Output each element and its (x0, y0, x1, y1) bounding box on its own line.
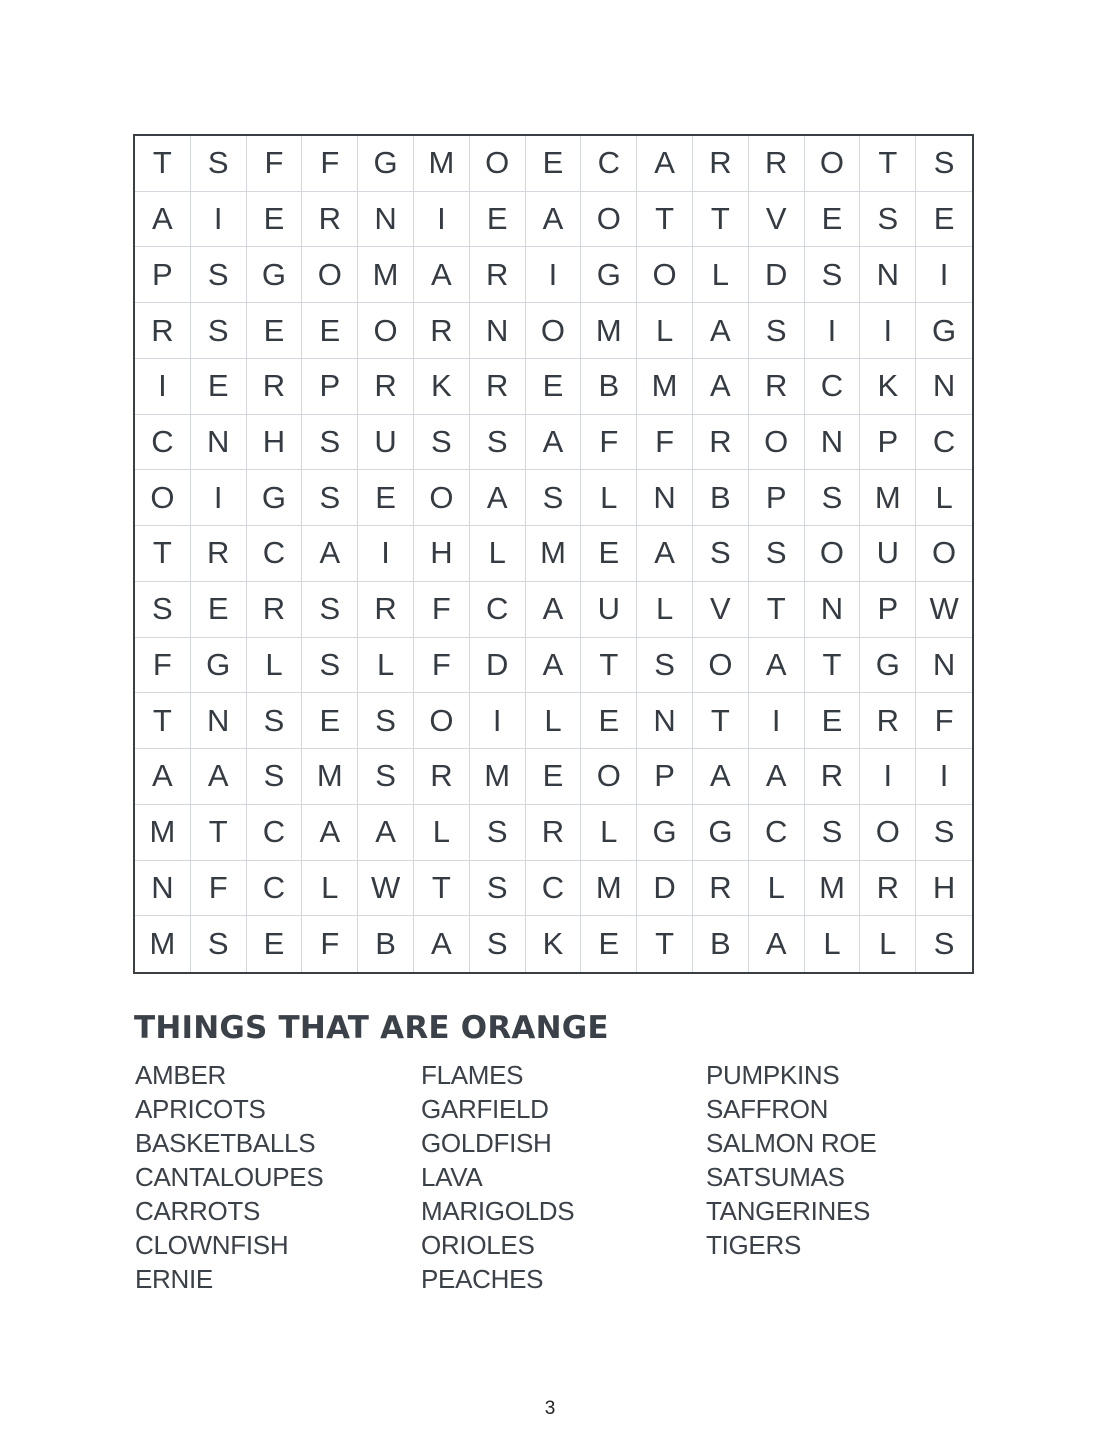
grid-cell: R (693, 415, 749, 471)
grid-cell: I (805, 303, 861, 359)
grid-cell: B (693, 916, 749, 972)
grid-cell: S (693, 526, 749, 582)
grid-cell: P (637, 749, 693, 805)
grid-cell: I (749, 693, 805, 749)
grid-cell: T (860, 136, 916, 192)
grid-cell: O (581, 749, 637, 805)
grid-cell: N (805, 415, 861, 471)
grid-cell: C (526, 861, 582, 917)
grid-cell: T (581, 638, 637, 694)
grid-cell: L (693, 247, 749, 303)
grid-cell: R (414, 303, 470, 359)
word-list-item: ORIOLES (421, 1230, 535, 1260)
grid-cell: S (805, 805, 861, 861)
word-list-item: MARIGOLDS (421, 1196, 575, 1226)
grid-cell: R (358, 359, 414, 415)
grid-cell: S (805, 470, 861, 526)
grid-cell: L (860, 916, 916, 972)
grid-cell: N (191, 693, 247, 749)
grid-cell: C (805, 359, 861, 415)
grid-cell: A (526, 638, 582, 694)
grid-cell: W (916, 582, 972, 638)
grid-cell: A (693, 303, 749, 359)
grid-cell: A (637, 136, 693, 192)
grid-cell: K (414, 359, 470, 415)
grid-cell: P (135, 247, 191, 303)
grid-cell: N (860, 247, 916, 303)
grid-cell: S (749, 526, 805, 582)
grid-cell: G (247, 470, 303, 526)
word-list-item: FLAMES (421, 1060, 524, 1090)
word-list-item: SALMON ROE (706, 1128, 877, 1158)
grid-cell: U (581, 582, 637, 638)
grid-cell: E (805, 192, 861, 248)
grid-cell: R (191, 526, 247, 582)
grid-cell: S (247, 693, 303, 749)
grid-cell: I (358, 526, 414, 582)
grid-cell: S (860, 192, 916, 248)
grid-cell: S (933, 926, 955, 962)
word-list-item: CLOWNFISH (135, 1230, 289, 1260)
grid-cell: C (247, 526, 303, 582)
grid-cell: L (414, 805, 470, 861)
grid-cell: L (581, 805, 637, 861)
grid-cell: L (302, 861, 358, 917)
grid-cell: B (581, 359, 637, 415)
grid-cell: A (302, 805, 358, 861)
grid-cell: O (805, 136, 861, 192)
grid-cell: H (414, 526, 470, 582)
grid-cell: A (191, 749, 247, 805)
grid-cell: O (526, 303, 582, 359)
grid-cell: L (749, 861, 805, 917)
grid-cell: F (191, 861, 247, 917)
grid-cell: E (526, 136, 582, 192)
grid-cell: O (693, 638, 749, 694)
word-list-item: TIGERS (706, 1230, 801, 1260)
grid-cell: D (749, 247, 805, 303)
grid-cell: T (805, 638, 861, 694)
grid-cell: P (860, 582, 916, 638)
grid-cell: O (860, 805, 916, 861)
grid-cell: G (860, 638, 916, 694)
grid-cell: P (749, 470, 805, 526)
grid-cell: N (916, 638, 972, 694)
grid-cell: O (916, 526, 972, 582)
grid-cell: R (693, 136, 749, 192)
grid-cell: O (414, 470, 470, 526)
word-list-item: ERNIE (135, 1264, 213, 1294)
grid-cell: S (916, 805, 972, 861)
grid-cell: F (247, 136, 303, 192)
grid-cell: H (916, 861, 972, 917)
grid-cell: S (805, 247, 861, 303)
grid-cell: I (916, 749, 972, 805)
word-list-column-3 (706, 1058, 1006, 1262)
grid-cell: R (805, 749, 861, 805)
grid-cell: S (302, 638, 358, 694)
grid-cell: N (135, 861, 191, 917)
grid-cell: G (191, 638, 247, 694)
grid-cell: C (749, 805, 805, 861)
grid-cell: B (693, 470, 749, 526)
grid-cell: D (470, 638, 526, 694)
grid-cell: S (749, 303, 805, 359)
grid-cell: A (414, 916, 470, 972)
grid-cell: S (302, 582, 358, 638)
grid-cell: O (470, 136, 526, 192)
grid-cell: A (358, 805, 414, 861)
grid-cell: K (526, 916, 582, 972)
grid-cell: T (693, 693, 749, 749)
grid-cell: A (470, 470, 526, 526)
grid-cell: F (916, 693, 972, 749)
grid-cell: P (860, 415, 916, 471)
grid-cell: L (637, 582, 693, 638)
grid-cell: S (302, 415, 358, 471)
grid-cell: S (470, 916, 526, 972)
word-list-item: PUMPKINS (706, 1060, 840, 1090)
word-list-item: LAVA (421, 1162, 483, 1192)
grid-cell: T (637, 916, 693, 972)
grid-cell: M (526, 526, 582, 582)
grid-cell: E (526, 749, 582, 805)
grid-cell: M (637, 359, 693, 415)
grid-cell: S (302, 470, 358, 526)
grid-cell: V (693, 582, 749, 638)
grid-cell: S (470, 415, 526, 471)
grid-cell: F (135, 638, 191, 694)
grid-cell: A (693, 749, 749, 805)
grid-cell: A (693, 359, 749, 415)
grid-cell: M (414, 136, 470, 192)
word-list-item: CANTALOUPES (135, 1162, 324, 1192)
grid-cell: F (414, 582, 470, 638)
grid-cell: K (860, 359, 916, 415)
grid-cell: I (526, 247, 582, 303)
grid-cell: C (247, 805, 303, 861)
grid-cell: O (581, 192, 637, 248)
grid-cell: E (470, 192, 526, 248)
grid-cell: I (860, 749, 916, 805)
grid-cell: F (302, 916, 358, 972)
grid-cell: R (247, 359, 303, 415)
grid-cell: M (358, 247, 414, 303)
grid-cell: T (693, 192, 749, 248)
grid-cell: G (693, 805, 749, 861)
grid-cell: F (414, 638, 470, 694)
page-number: 3 (544, 1398, 556, 1419)
grid-cell: T (637, 192, 693, 248)
grid-cell: R (470, 247, 526, 303)
grid-cell: S (247, 749, 303, 805)
word-list-item: BASKETBALLS (135, 1128, 316, 1158)
grid-cell: S (135, 582, 191, 638)
grid-cell: R (526, 805, 582, 861)
grid-cell: E (191, 582, 247, 638)
grid-cell: E (191, 359, 247, 415)
grid-cell: M (581, 303, 637, 359)
word-list-item: AMBER (135, 1060, 226, 1090)
grid-cell: N (637, 470, 693, 526)
grid-cell: I (191, 470, 247, 526)
grid-cell: L (916, 470, 972, 526)
grid-cell: O (302, 247, 358, 303)
grid-cell: S (470, 861, 526, 917)
grid-cell: E (247, 192, 303, 248)
grid-cell: C (247, 861, 303, 917)
grid-cell: F (637, 415, 693, 471)
grid-cell: M (302, 749, 358, 805)
grid-cell: A (749, 916, 805, 972)
word-list-column-2 (421, 1058, 721, 1296)
grid-cell: L (581, 470, 637, 526)
word-list-item: SAFFRON (706, 1094, 829, 1124)
grid-cell: L (470, 526, 526, 582)
grid-cell: E (916, 192, 972, 248)
grid-cell: C (135, 415, 191, 471)
grid-cell: I (860, 303, 916, 359)
grid-cell: G (916, 303, 972, 359)
grid-cell: M (860, 470, 916, 526)
grid-cell: T (749, 582, 805, 638)
grid-cell: L (526, 693, 582, 749)
grid-cell: A (414, 247, 470, 303)
word-list-item: PEACHES (421, 1264, 544, 1294)
grid-cell: G (581, 247, 637, 303)
grid-cell: R (135, 303, 191, 359)
grid-cell: E (247, 916, 303, 972)
grid-cell: S (191, 136, 247, 192)
grid-cell: O (749, 415, 805, 471)
grid-cell: S (526, 470, 582, 526)
grid-cell: A (637, 526, 693, 582)
grid-cell: N (191, 415, 247, 471)
grid-cell: C (470, 582, 526, 638)
grid-cell: O (358, 303, 414, 359)
word-list-item: TANGERINES (706, 1196, 871, 1226)
grid-cell: A (135, 192, 191, 248)
grid-cell: I (414, 192, 470, 248)
grid-cell: S (637, 638, 693, 694)
grid-cell: M (135, 805, 191, 861)
grid-cell: E (358, 470, 414, 526)
word-list-title: THINGS THAT ARE ORANGE (134, 1010, 609, 1046)
grid-cell: R (749, 136, 805, 192)
grid-cell: A (749, 749, 805, 805)
grid-cell: E (581, 693, 637, 749)
grid-cell: G (637, 805, 693, 861)
grid-cell: L (358, 638, 414, 694)
grid-cell: E (581, 526, 637, 582)
word-list-item: CARROTS (135, 1196, 261, 1226)
grid-cell: R (693, 861, 749, 917)
grid-cell: G (358, 136, 414, 192)
grid-cell: I (916, 247, 972, 303)
grid-cell: N (470, 303, 526, 359)
grid-cell: M (135, 916, 191, 972)
grid-cell: U (358, 415, 414, 471)
grid-cell: M (805, 861, 861, 917)
grid-cell: L (247, 638, 303, 694)
grid-cell: F (581, 415, 637, 471)
grid-cell: O (414, 693, 470, 749)
grid-cell: E (526, 359, 582, 415)
grid-cell: R (247, 582, 303, 638)
grid-cell: N (805, 582, 861, 638)
grid-cell: L (805, 916, 861, 972)
grid-cell: S (358, 749, 414, 805)
word-list-item: APRICOTS (135, 1094, 266, 1124)
grid-cell: C (916, 415, 972, 471)
grid-cell: S (191, 303, 247, 359)
grid-cell: T (191, 805, 247, 861)
grid-cell: A (526, 582, 582, 638)
grid-cell: A (526, 415, 582, 471)
grid-cell: R (414, 749, 470, 805)
grid-cell: O (637, 247, 693, 303)
word-list-item: GOLDFISH (421, 1128, 552, 1158)
grid-cell: U (860, 526, 916, 582)
grid-cell: A (749, 638, 805, 694)
grid-cell: S (358, 693, 414, 749)
grid-cell: I (135, 359, 191, 415)
grid-cell: N (637, 693, 693, 749)
grid-cell: L (637, 303, 693, 359)
grid-cell: T (135, 526, 191, 582)
grid-cell: R (860, 693, 916, 749)
grid-cell: B (358, 916, 414, 972)
grid-cell: E (247, 303, 303, 359)
grid-cell: R (302, 192, 358, 248)
grid-cell: R (860, 861, 916, 917)
grid-cell: E (302, 693, 358, 749)
grid-cell: T (414, 861, 470, 917)
grid-cell: A (135, 749, 191, 805)
grid-cell: T (135, 693, 191, 749)
grid-cell: W (358, 861, 414, 917)
word-search-grid (133, 134, 974, 974)
grid-cell: A (302, 526, 358, 582)
grid-cell: S (191, 247, 247, 303)
grid-cell: O (135, 470, 191, 526)
grid-cell: R (749, 359, 805, 415)
grid-cell: H (247, 415, 303, 471)
grid-cell: S (470, 805, 526, 861)
word-list-item: SATSUMAS (706, 1162, 845, 1192)
grid-cell: S (414, 415, 470, 471)
grid-cell: N (916, 359, 972, 415)
grid-cell: E (581, 916, 637, 972)
grid-cell: P (302, 359, 358, 415)
grid-cell: M (581, 861, 637, 917)
grid-cell: N (358, 192, 414, 248)
grid-cell: R (470, 359, 526, 415)
grid-cell: G (247, 247, 303, 303)
grid-cell: O (805, 526, 861, 582)
grid-cell: I (470, 693, 526, 749)
grid-cell: A (526, 192, 582, 248)
grid-cell: I (191, 192, 247, 248)
grid-cell: V (749, 192, 805, 248)
word-list-column-1 (135, 1058, 435, 1296)
grid-cell: D (637, 861, 693, 917)
grid-cell: C (581, 136, 637, 192)
word-list-item: GARFIELD (421, 1094, 549, 1124)
grid-cell: F (302, 136, 358, 192)
grid-cell: S (916, 136, 972, 192)
grid-cell: R (358, 582, 414, 638)
grid-cell: E (302, 303, 358, 359)
grid-cell: E (805, 693, 861, 749)
grid-cell: M (470, 749, 526, 805)
grid-cell: T (135, 136, 191, 192)
grid-cell: S (191, 916, 247, 972)
